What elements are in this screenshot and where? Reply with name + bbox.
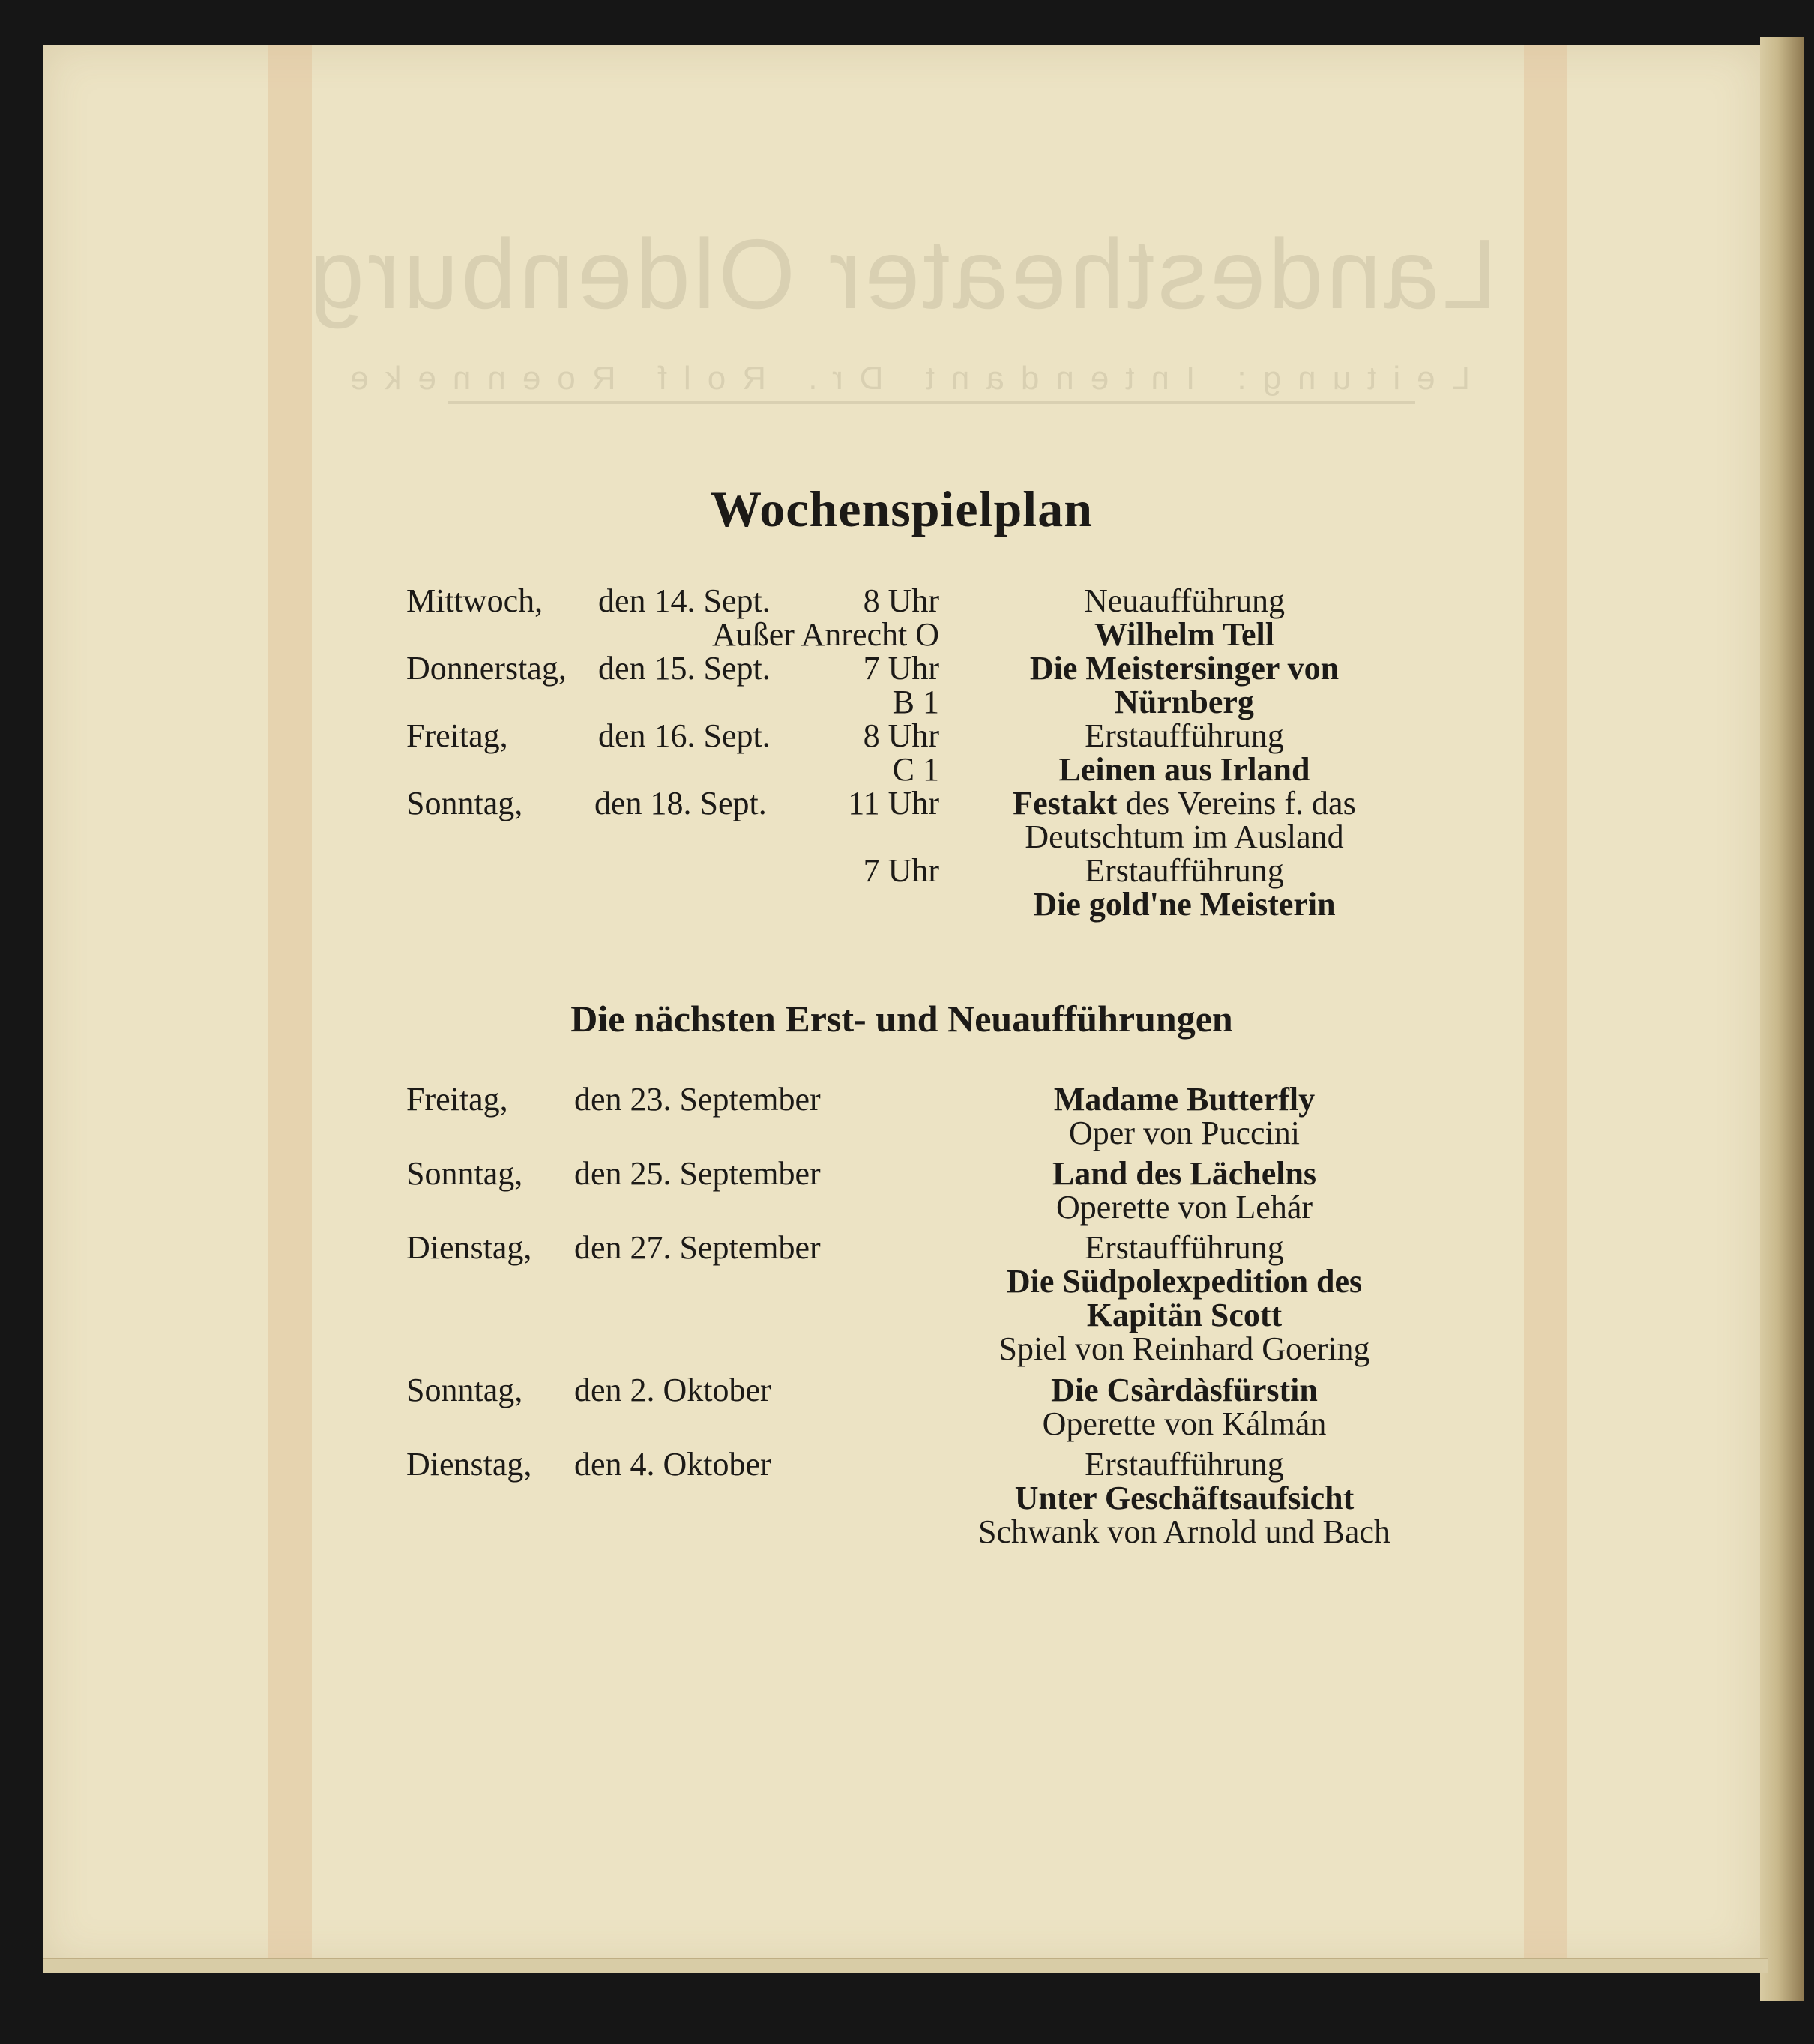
weekly-event-line1 [944,787,1424,820]
next-day: Sonntag, [406,1155,523,1192]
next-day: Sonntag, [406,1372,523,1408]
next-event-subtitle: Oper von Puccini [1069,1115,1300,1151]
weekly-event-title: Die Meistersinger von [1029,650,1340,687]
page-edge-bottom [43,1958,1768,1973]
weekly-event-title: Leinen aus Irland [1058,751,1310,788]
weekly-day: Mittwoch, [406,582,543,619]
weekly-event-title: Nürnberg [1115,684,1254,720]
bleed-through-title: Landestheater Oldenburg [306,219,1498,329]
next-date: den 23. September [574,1081,821,1118]
weekly-time: 8 Uhr [863,717,939,754]
weekly-note: Außer Anrecht O [711,616,939,653]
weekly-time: 11 Uhr [848,785,939,821]
next-event-title: Die Südpolexpedition des [1006,1263,1363,1300]
next-day: Dienstag, [406,1229,532,1266]
next-event-label: Erstaufführung [1085,1446,1284,1483]
next-event-title: Madame Butterfly [1053,1081,1316,1118]
next-date: den 25. September [574,1155,821,1192]
next-day: Dienstag, [406,1446,532,1483]
weekly-event-line1: Erstaufführung [1085,852,1284,889]
weekly-day: Donnerstag, [406,650,567,687]
next-event-title: Die Csàrdàsfürstin [1051,1372,1318,1408]
weekly-event-title: Wilhelm Tell [1094,616,1275,653]
weekly-event-line2: Deutschtum im Ausland [1025,818,1344,855]
next-event-subtitle: Schwank von Arnold und Bach [978,1513,1390,1550]
weekly-date: den 16. Sept. [598,717,771,754]
weekly-date: den 18. Sept. [594,785,767,821]
next-premieres-heading: Die nächsten Erst- und Neuaufführungen [570,998,1233,1040]
next-date: den 2. Oktober [574,1372,771,1408]
weekly-event-line1: Neuaufführung [1084,582,1285,619]
next-event-subtitle: Operette von Kálmán [1042,1405,1327,1442]
weekly-time: 8 Uhr [863,582,939,619]
festakt-rest: des Vereins f. das [1117,785,1356,821]
next-event-subtitle: Spiel von Reinhard Goering [998,1330,1370,1367]
next-event-title: Land des Lächelns [1052,1155,1317,1192]
weekly-time: 7 Uhr [863,650,939,687]
next-event-label: Erstaufführung [1085,1229,1284,1266]
program-page [43,45,1760,1964]
weekly-day: Sonntag, [406,785,523,821]
next-date: den 4. Oktober [574,1446,771,1483]
weekly-date: den 14. Sept. [598,582,771,619]
next-event-title: Unter Geschäftsaufsicht [1014,1480,1355,1516]
weekly-date: den 15. Sept. [598,650,771,687]
weekly-note: C 1 [892,751,939,788]
page-content [43,45,1760,1964]
next-day: Freitag, [406,1081,508,1118]
next-date: den 27. September [574,1229,821,1266]
weekly-heading: Wochenspielplan [710,480,1094,537]
weekly-event-title: Die gold'ne Meisterin [1033,886,1336,923]
page-edge-right [1760,37,1804,2001]
next-event-title: Kapitän Scott [1086,1297,1283,1333]
weekly-event-line1: Erstaufführung [1085,717,1284,754]
bleed-through-subtitle: Leitung: Intendant Dr. Rolf Roenneke [333,360,1471,397]
next-event-subtitle: Operette von Lehár [1055,1189,1313,1226]
weekly-note: B 1 [892,684,939,720]
weekly-day: Freitag, [406,717,508,754]
festakt-word: Festakt [1013,785,1118,821]
weekly-time: 7 Uhr [863,852,939,889]
